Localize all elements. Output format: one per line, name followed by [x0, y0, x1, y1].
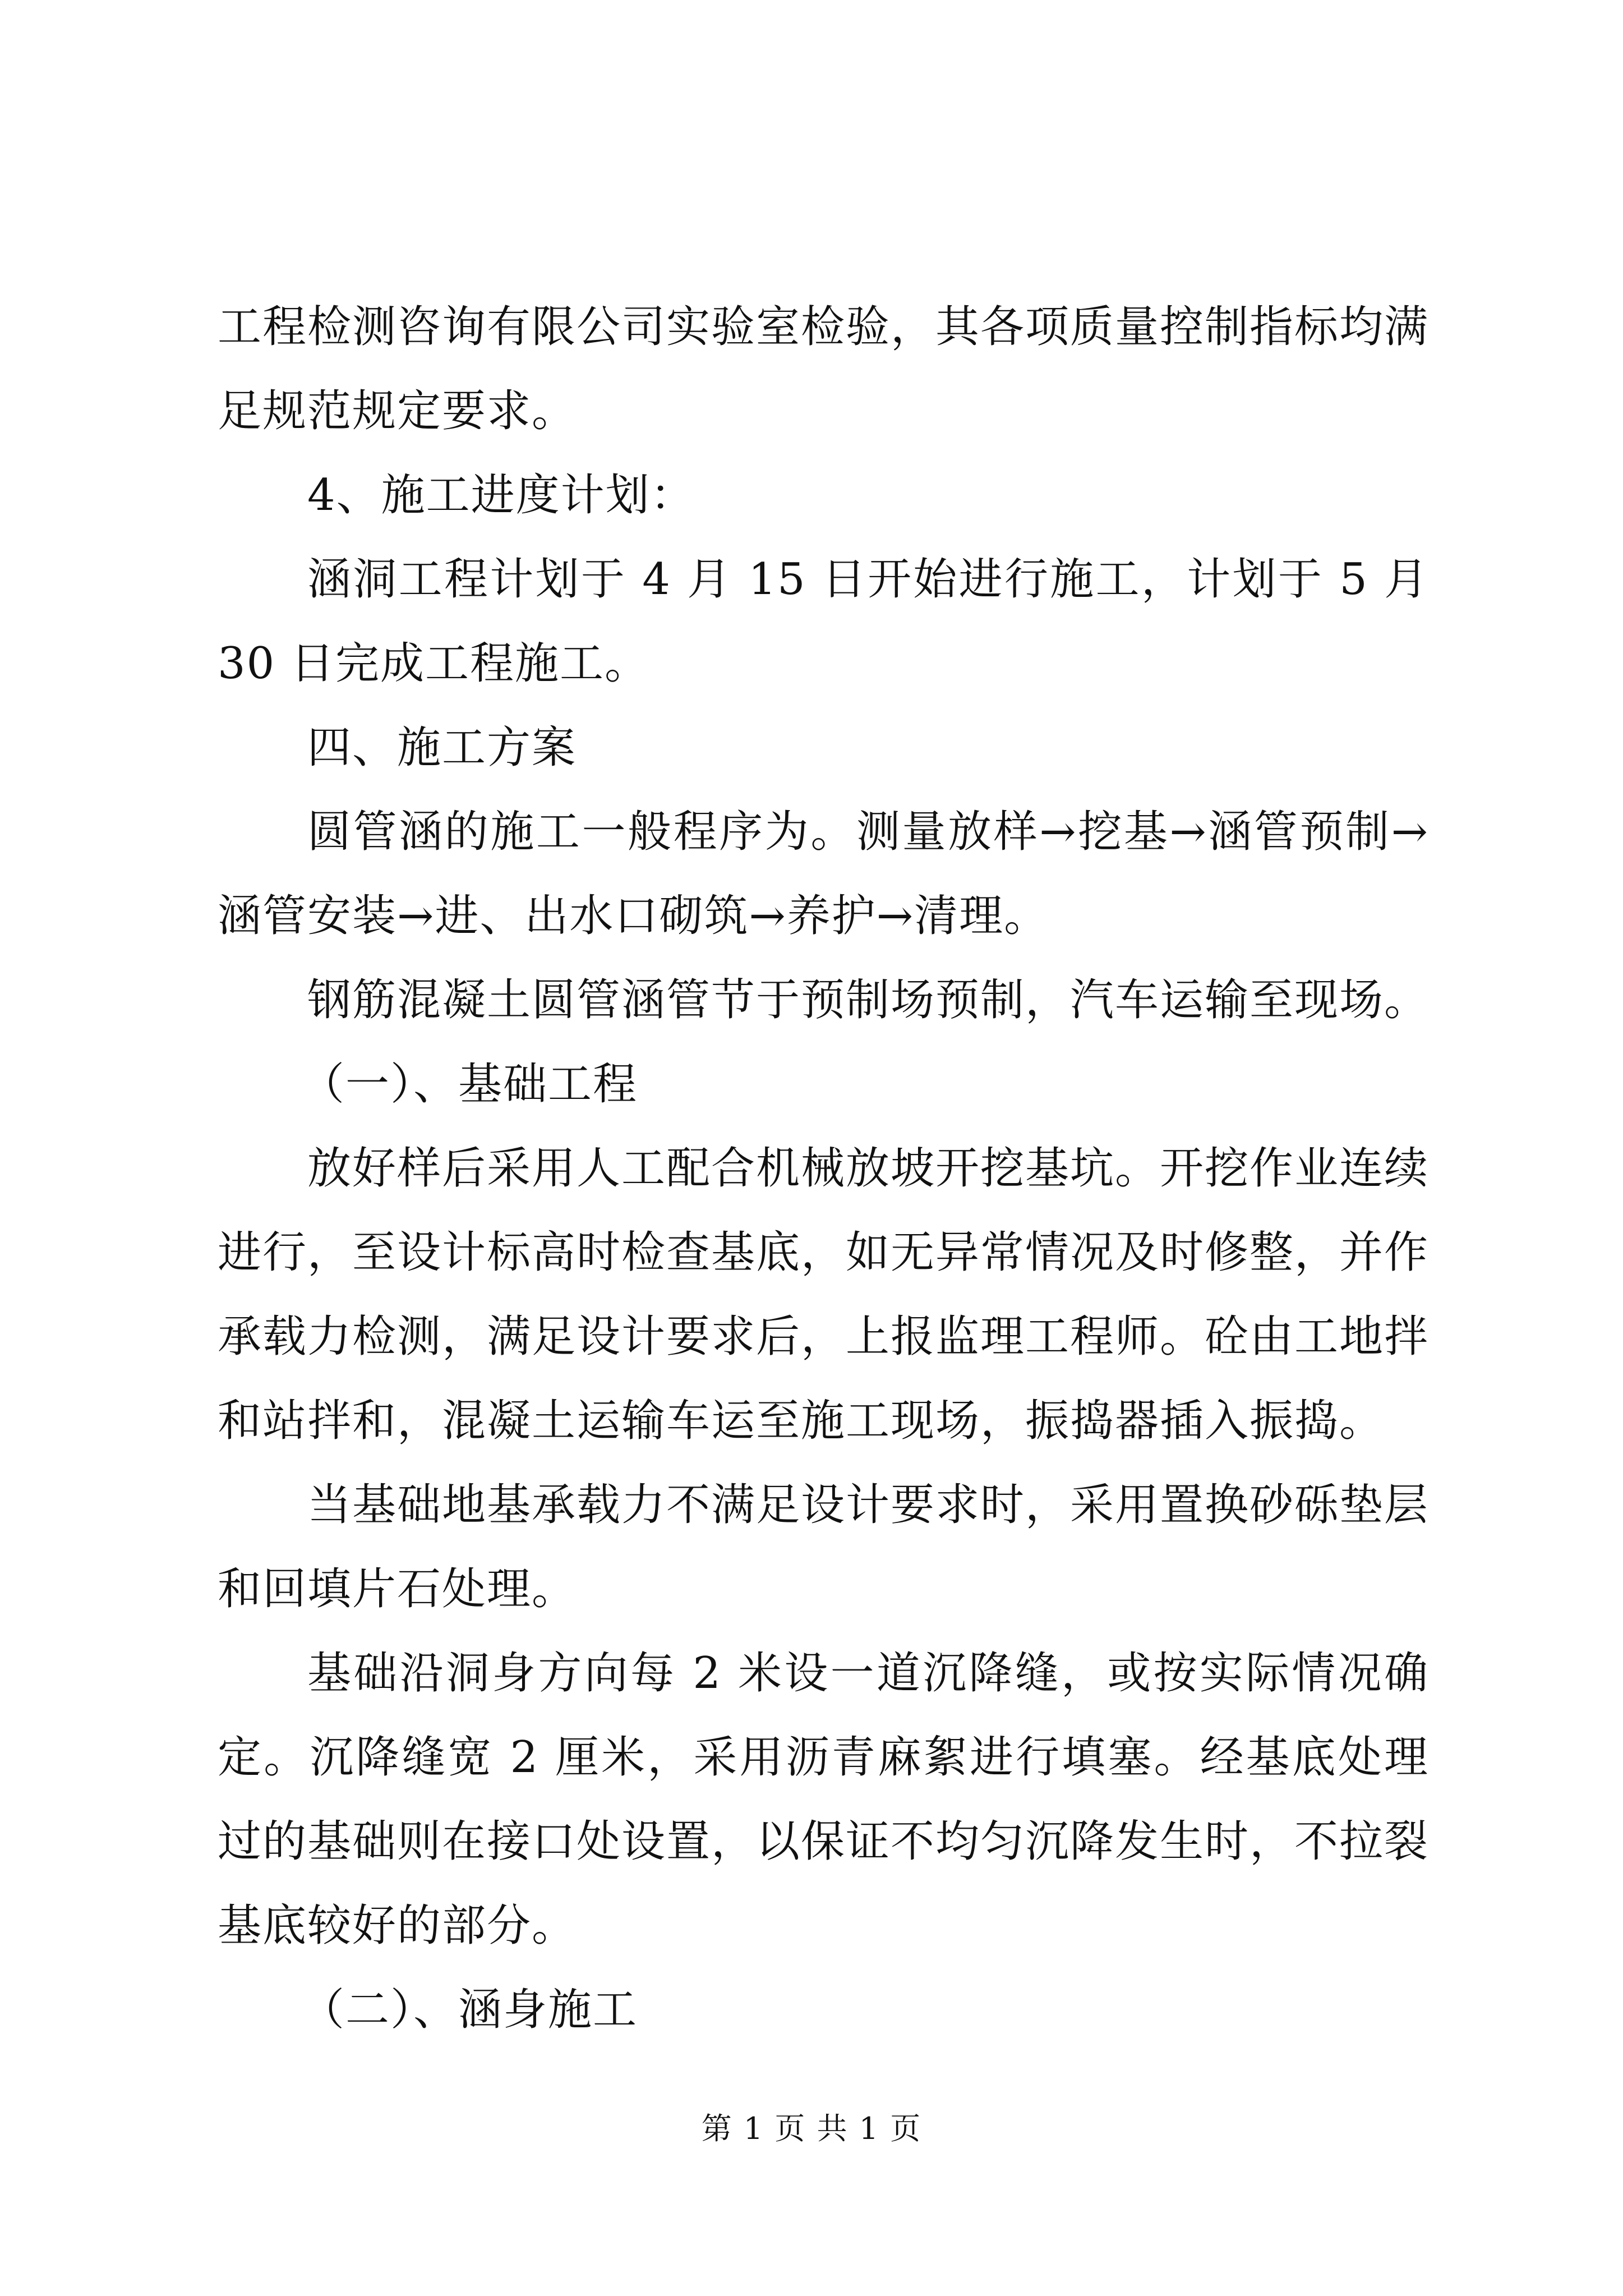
- paragraph-excavation: 放好样后采用人工配合机械放坡开挖基坑。开挖作业连续进行，至设计标高时检查基底，如无异常情况及时修整，并作承载力检测，满足设计要求后，上报监理工程师。砼由工地拌和站拌和，混凝土运输车运至施工现场，振捣器插入振捣。: [218, 1143, 1430, 1446]
- heading-culvert-body: （二）、涵身施工: [301, 1985, 638, 2035]
- paragraph-procedure: 圆管涵的施工一般程序为。测量放样→挖基→涵管预制→涵管安装→进、出水口砌筑→养护→清理。: [218, 807, 1429, 941]
- heading-construction-plan: 四、施工方案: [307, 723, 577, 773]
- heading-foundation-works: （一）、基础工程: [301, 1059, 638, 1110]
- paragraph-schedule: 涵洞工程计划于 4 月 15 日开始进行施工，计划于 5 月 30 日完成工程施工。: [218, 554, 1429, 689]
- paragraph-bearing-capacity: 当基础地基承载力不满足设计要求时，采用置换砂砾垫层和回填片石处理。: [218, 1480, 1430, 1614]
- paragraph-settlement-joints: 基础沿洞身方向每 2 米设一道沉降缝，或按实际情况确定。沉降缝宽 2 厘米，采用沥青麻絮进行填塞。经基底处理过的基础则在接口处设置，以保证不均匀沉降发生时，不拉裂基底较好的部分。: [218, 1648, 1430, 1951]
- paragraph-prefabrication: 钢筋混凝土圆管涵管节于预制场预制，汽车运输至现场。: [307, 975, 1430, 1025]
- page-footer: 第 1 页 共 1 页: [701, 2111, 922, 2146]
- heading-schedule: 4、施工进度计划：: [307, 470, 695, 521]
- paragraph-lab-inspection: 工程检测咨询有限公司实验室检验，其各项质量控制指标均满足规范规定要求。: [218, 302, 1430, 436]
- document-body: [218, 285, 1429, 2052]
